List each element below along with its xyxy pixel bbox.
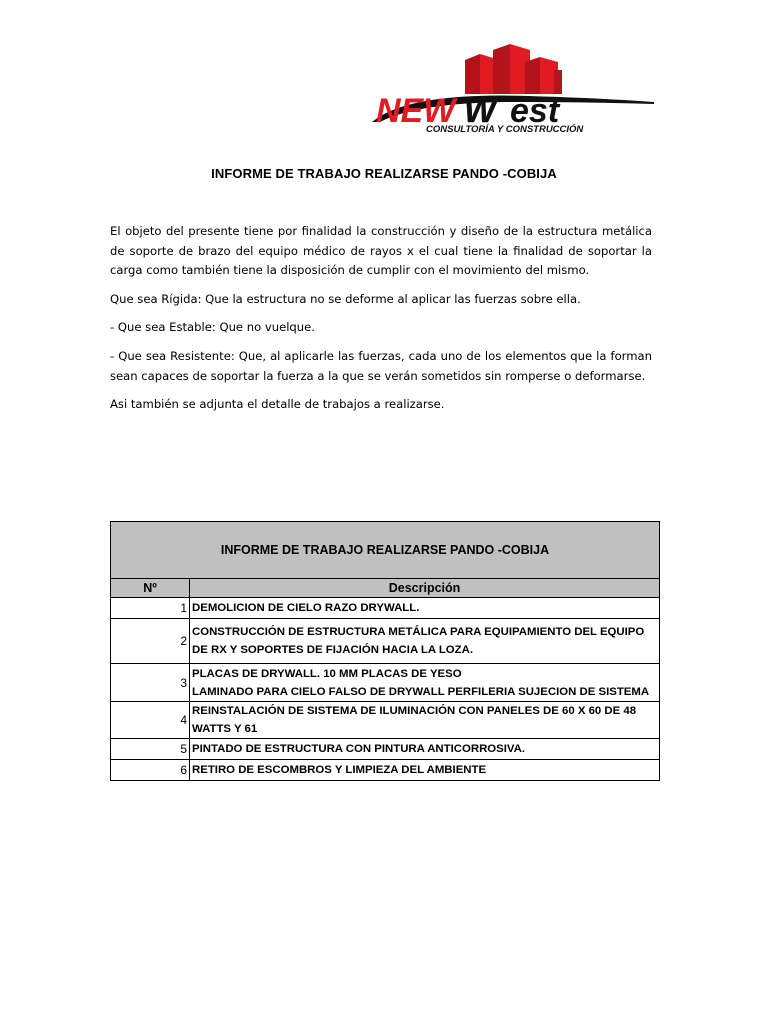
table-row	[111, 702, 660, 739]
description-line: PLACAS DE DRYWALL. 10 MM PLACAS DE YESO	[192, 667, 462, 680]
row-description	[190, 664, 660, 702]
row-number: 6	[111, 760, 190, 781]
svg-text:W: W	[464, 92, 497, 130]
row-number: 4	[111, 702, 190, 739]
newest-logo-graphic	[368, 40, 660, 136]
svg-text:CONSULTORÍA Y CONSTRUCCIÓN: CONSULTORÍA Y CONSTRUCCIÓN	[426, 124, 584, 135]
row-description	[190, 598, 660, 619]
works-table	[110, 521, 660, 781]
description-line: DE RX Y SOPORTES DE FIJACIÓN HACIA LA LOZA.	[192, 644, 473, 656]
row-description	[190, 760, 660, 781]
table-row	[111, 739, 660, 760]
svg-text:NEW: NEW	[376, 92, 456, 130]
paragraph-objective: El objeto del presente tiene por finalidad la construcción y diseño de la estructura metálica de soporte de brazo del equipo médico de rayos x el cual tiene la finalidad de soportar la carga como también tiene la disposición de cumplir con el movimiento del mismo.	[110, 224, 652, 278]
description-line: LAMINADO PARA CIELO FALSO DE DRYWALL PERFILERIA SUJECION DE SISTEMA	[192, 685, 650, 698]
table-title-row	[111, 522, 660, 579]
table-row	[111, 619, 660, 664]
row-number: 2	[111, 619, 190, 664]
column-header-description: Descripción	[190, 579, 660, 598]
description-line: CONSTRUCCIÓN DE ESTRUCTURA METÁLICA PARA EQUIPAMIENTO DEL EQUIPO	[192, 626, 645, 638]
row-number: 5	[111, 739, 190, 760]
document-body	[110, 222, 652, 424]
paragraph-stable: - Que sea Estable: Que no vuelque.	[110, 320, 315, 335]
description-line: REINSTALACIÓN DE SISTEMA DE ILUMINACIÓN CON PANELES DE 60 X 60 DE 48	[192, 705, 637, 717]
table-title: INFORME DE TRABAJO REALIZARSE PANDO -COBIJA	[111, 522, 660, 579]
buildings-icon	[465, 44, 562, 94]
table-row	[111, 664, 660, 702]
description-line: PINTADO DE ESTRUCTURA CON PINTURA ANTICORROSIVA.	[192, 743, 526, 755]
company-logo	[368, 40, 660, 136]
column-header-number: Nº	[111, 579, 190, 598]
paragraph-resistant: - Que sea Resistente: Que, al aplicarle las fuerzas, cada uno de los elementos que la forman sean capaces de soportar la fuerza a la que se verán sometidos sin romperse o deformarse.	[110, 348, 652, 383]
row-description	[190, 702, 660, 739]
table-header-row	[111, 579, 660, 598]
svg-text:est: est	[510, 92, 560, 130]
description-line: RETIRO DE ESCOMBROS Y LIMPIEZA DEL AMBIENTE	[192, 764, 487, 776]
row-number: 1	[111, 598, 190, 619]
table-row	[111, 760, 660, 781]
row-description	[190, 739, 660, 760]
description-line: WATTS Y 61	[192, 723, 258, 735]
row-description	[190, 619, 660, 664]
table-row	[111, 598, 660, 619]
row-number: 3	[111, 664, 190, 702]
description-line: DEMOLICION DE CIELO RAZO DRYWALL.	[192, 602, 420, 614]
paragraph-rigid: Que sea Rígida: Que la estructura no se deforme al aplicar las fuerzas sobre ella.	[110, 291, 581, 306]
paragraph-attachment: Asi también se adjunta el detalle de trabajos a realizarse.	[110, 397, 445, 412]
document-title: INFORME DE TRABAJO REALIZARSE PANDO -COBIJA	[211, 166, 557, 181]
